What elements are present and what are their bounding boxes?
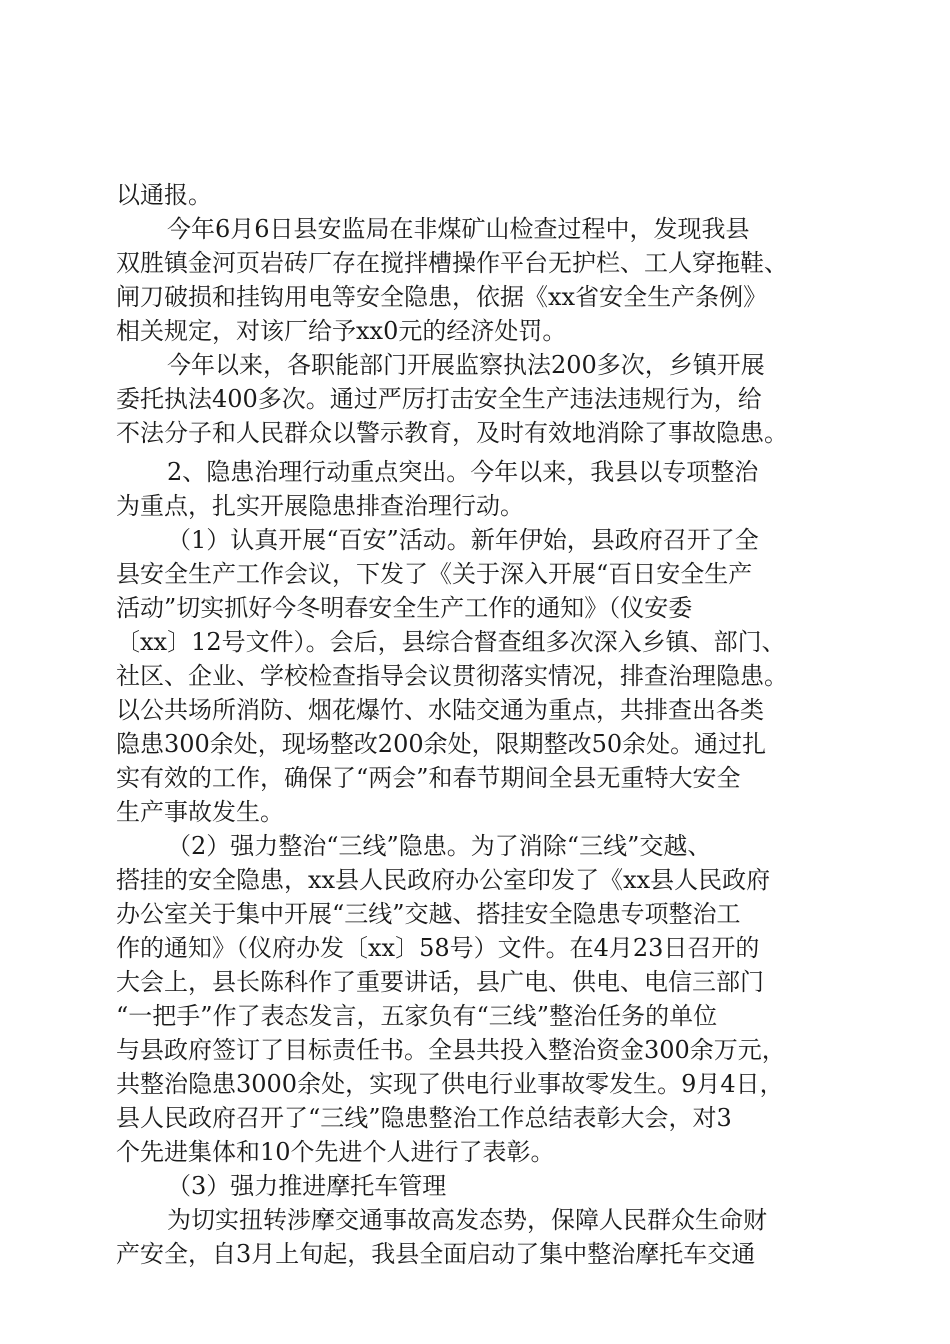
text-line: 生产事故发生。: [116, 798, 284, 826]
text-line: 以通报。: [116, 181, 212, 209]
text-line: 为切实扭转涉摩交通事故高发态势，保障人民群众生命财: [167, 1206, 767, 1234]
text-line: 2、隐患治理行动重点突出。今年以来，我县以专项整治: [167, 458, 759, 486]
text-line: 相关规定，对该厂给予xx0元的经济处罚。: [116, 317, 567, 345]
text-line: 社区、企业、学校检查指导会议贯彻落实情况，排查治理隐患。: [116, 662, 788, 690]
text-line: （2）强力整治“三线”隐患。为了消除“三线”交越、: [167, 832, 712, 860]
text-line: 不法分子和人民群众以警示教育，及时有效地消除了事故隐患。: [116, 419, 788, 447]
text-line: 与县政府签订了目标责任书。全县共投入整治资金300余万元，: [116, 1036, 786, 1064]
text-line: 县人民政府召开了“三线”隐患整治工作总结表彰大会，对3: [116, 1104, 732, 1132]
text-line: （1）认真开展“百安”活动。新年伊始，县政府召开了全: [167, 526, 759, 554]
text-line: 办公室关于集中开展“三线”交越、搭挂安全隐患专项整治工: [116, 900, 741, 928]
text-line: 县安全生产工作会议，下发了《关于深入开展“百日安全生产: [116, 560, 753, 588]
text-line: 〔xx〕12号文件）。会后，县综合督查组多次深入乡镇、部门、: [116, 628, 786, 656]
text-line: 作的通知》（仪府办发〔xx〕58号）文件。在4月23日召开的: [116, 934, 760, 962]
text-line: “一把手”作了表态发言，五家负有“三线”整治任务的单位: [116, 1002, 718, 1030]
text-line: （3）强力推进摩托车管理: [167, 1172, 447, 1200]
text-line: 今年以来，各职能部门开展监察执法200多次，乡镇开展: [167, 351, 765, 379]
text-line: 活动”切实抓好今冬明春安全生产工作的通知》（仪安委: [116, 594, 693, 622]
text-line: 产安全，自3月上旬起，我县全面启动了集中整治摩托车交通: [116, 1240, 756, 1268]
text-line: 闸刀破损和挂钩用电等安全隐患，依据《xx省安全生产条例》: [116, 283, 768, 311]
text-line: 隐患300余处，现场整改200余处，限期整改50余处。通过扎: [116, 730, 767, 758]
text-line: 双胜镇金河页岩砖厂存在搅拌槽操作平台无护栏、工人穿拖鞋、: [116, 249, 788, 277]
text-line: 大会上，县长陈科作了重要讲话，县广电、供电、电信三部门: [116, 968, 764, 996]
text-line: 委托执法400多次。通过严厉打击安全生产违法违规行为，给: [116, 385, 762, 413]
text-line: 为重点，扎实开展隐患排查治理行动。: [116, 492, 524, 520]
text-line: 以公共场所消防、烟花爆竹、水陆交通为重点，共排查出各类: [116, 696, 764, 724]
text-line: 搭挂的安全隐患，xx县人民政府办公室印发了《xx县人民政府: [116, 866, 771, 894]
text-line: 个先进集体和10个先进个人进行了表彰。: [116, 1138, 555, 1166]
text-line: 共整治隐患3000余处，实现了供电行业事故零发生。9月4日，: [116, 1070, 784, 1098]
text-line: 今年6月6日县安监局在非煤矿山检查过程中，发现我县: [167, 215, 750, 243]
text-line: 实有效的工作，确保了“两会”和春节期间全县无重特大安全: [116, 764, 741, 792]
